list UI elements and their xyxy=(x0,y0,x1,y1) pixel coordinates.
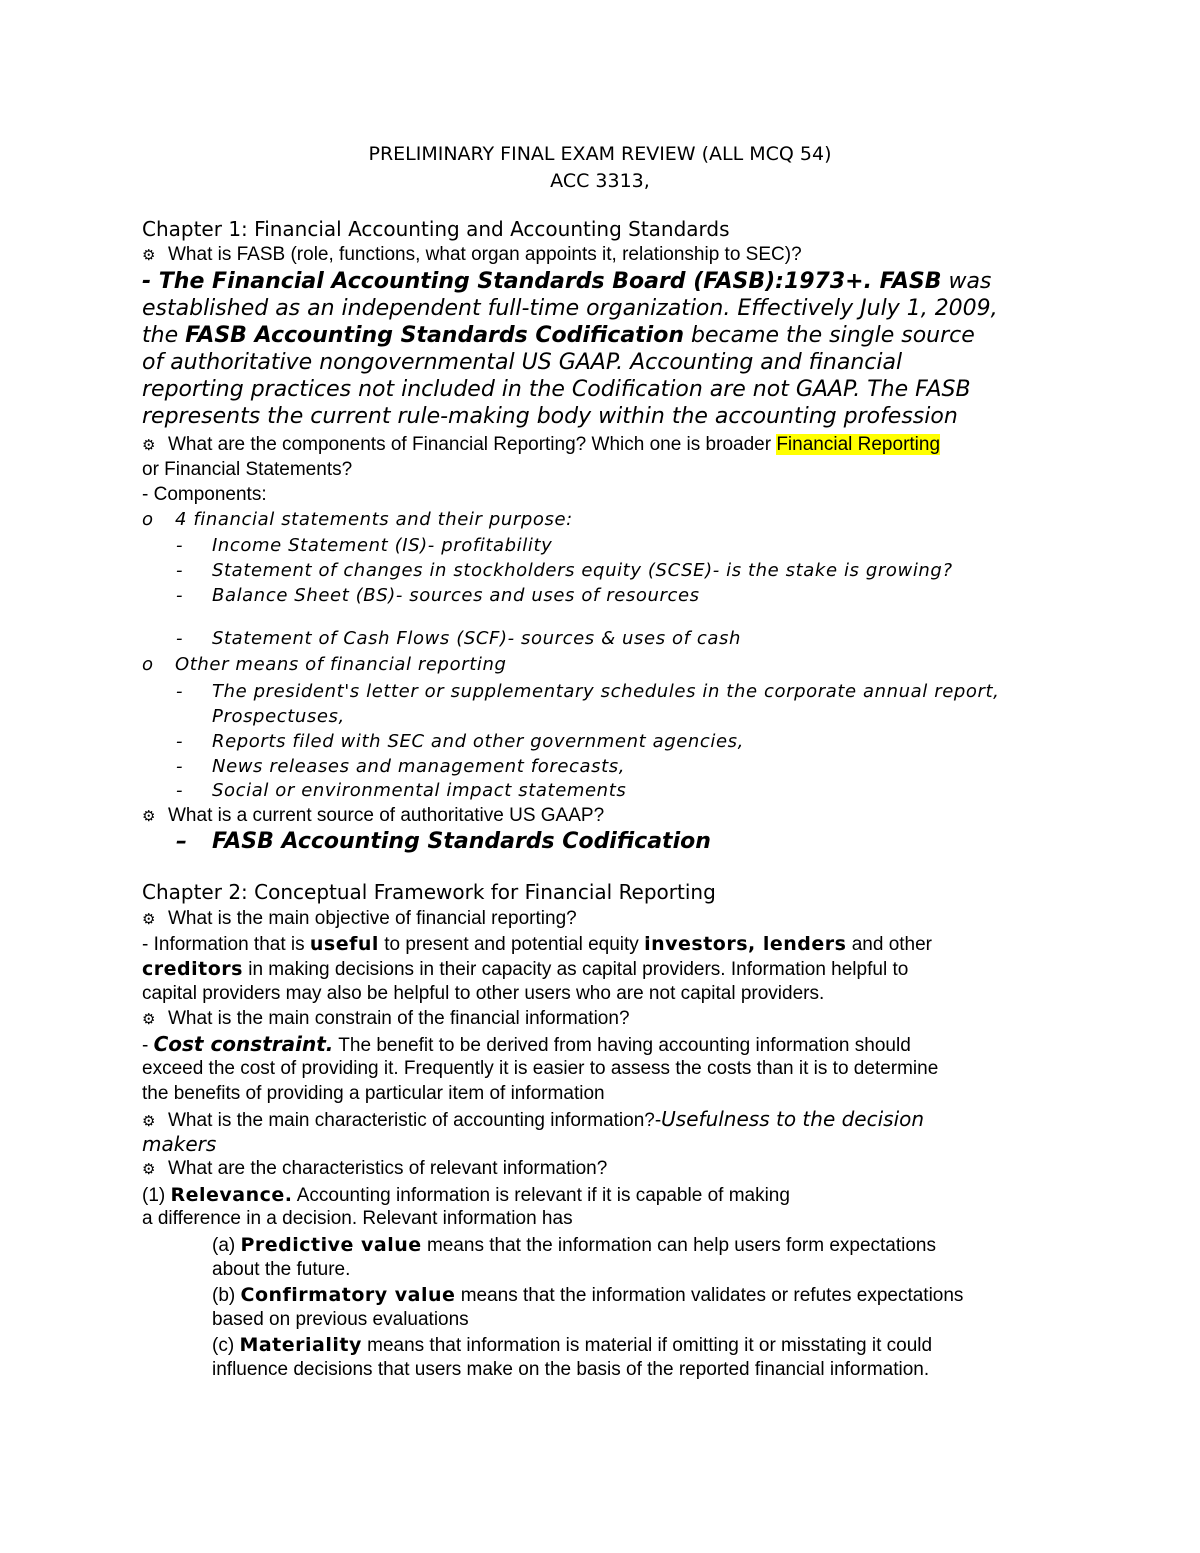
answer-text: means that the information can help users form expectations xyxy=(421,1235,936,1256)
answer-text: FASB Accounting Standards Codification xyxy=(212,829,711,854)
materiality xyxy=(212,1333,932,1358)
question-2-cont: or Financial Statements? xyxy=(142,459,353,480)
ch2-answer-2-line-1 xyxy=(142,1032,911,1058)
answer-text: means that the information validates or refutes expectations xyxy=(455,1285,964,1306)
other-item xyxy=(176,730,744,754)
answer-text: - xyxy=(142,1035,154,1056)
question-text: What is the main characteristic of accounting information?- xyxy=(168,1110,662,1131)
answer-1-line-6: represents the current rule-making body within the accounting profession xyxy=(142,404,958,429)
chapter-1-heading: Chapter 1: Financial Accounting and Accounting Standards xyxy=(142,217,730,241)
dash-bullet: - xyxy=(176,585,184,606)
gear-icon: ⚙ xyxy=(142,246,156,264)
answer-bold: Materiality xyxy=(239,1334,362,1356)
dash-bullet: - xyxy=(176,756,184,777)
answer-1-line-4: of authoritative nongovernmental US GAAP. Accounting and financial xyxy=(142,350,903,375)
relevance-line-1 xyxy=(142,1183,790,1208)
answer-text: in making decisions in their capacity as capital providers. Information helpful to xyxy=(242,959,909,980)
gear-icon: ⚙ xyxy=(142,807,156,825)
fs-text: Statement of Cash Flows (SCF)- sources & uses of cash xyxy=(212,628,741,649)
dash-bullet: - xyxy=(176,628,184,649)
dash-bullet: – xyxy=(176,829,187,854)
gear-icon: ⚙ xyxy=(142,1112,156,1130)
answer-bold: Confirmatory value xyxy=(240,1284,456,1306)
fs-item xyxy=(176,534,552,558)
answer-text: Accounting information is relevant if it is capable of making xyxy=(292,1185,790,1206)
ch2-answer-2-line-3: the benefits of providing a particular item of information xyxy=(142,1083,605,1104)
other-item xyxy=(176,755,625,779)
answer-text: means that information is material if omitting it or misstating it could xyxy=(361,1335,933,1356)
ch2-question-1 xyxy=(142,907,577,931)
ch2-question-3-cont: makers xyxy=(142,1132,217,1156)
gear-icon: ⚙ xyxy=(142,1160,156,1178)
relevance-line-2: a difference in a decision. Relevant information has xyxy=(142,1208,573,1229)
answer-text: was xyxy=(941,269,992,294)
predictive-value xyxy=(212,1233,936,1258)
answer-bold: creditors xyxy=(142,958,243,980)
question-text: What is a current source of authoritative US GAAP? xyxy=(168,805,605,826)
answer-1-line-2: established as an independent full-time organization. Effectively July 1, 2009, xyxy=(142,296,998,321)
components-label: - Components: xyxy=(142,484,267,505)
predictive-value-cont: about the future. xyxy=(212,1259,351,1280)
question-3 xyxy=(142,804,604,828)
question-1 xyxy=(142,243,802,267)
answer-text: the xyxy=(142,323,186,348)
fs-item xyxy=(176,584,700,608)
other-text: The president's letter or supplementary schedules in the corporate annual report, xyxy=(212,681,1000,702)
bullet-icon: o xyxy=(142,509,154,530)
fs-item xyxy=(176,627,741,651)
sub-list-text: Other means of financial reporting xyxy=(175,654,507,675)
dash-bullet: - xyxy=(176,535,184,556)
other-text: Social or environmental impact statements xyxy=(212,780,627,801)
highlighted-text: Financial Reporting xyxy=(776,434,941,455)
answer-text: became the single source xyxy=(684,323,975,348)
dash-bullet: - xyxy=(176,780,184,801)
sub-list-item-1 xyxy=(142,508,573,532)
answer-bold: Cost constraint. xyxy=(153,1032,334,1056)
answer-text: and other xyxy=(846,934,933,955)
other-text: Reports filed with SEC and other government agencies, xyxy=(212,731,744,752)
answer-bold: Predictive value xyxy=(240,1234,422,1256)
answer-text: (1) xyxy=(142,1185,171,1206)
answer-bold: Relevance. xyxy=(170,1184,293,1206)
answer-bold: investors, lenders xyxy=(644,933,847,955)
answer-text: - Information that is xyxy=(142,934,310,955)
dash-bullet: - xyxy=(176,681,184,702)
other-item xyxy=(176,680,1000,704)
fs-text: Income Statement (IS)- profitability xyxy=(212,535,553,556)
confirmatory-value-cont: based on previous evaluations xyxy=(212,1309,469,1330)
ch2-answer-1-line-3: capital providers may also be helpful to other users who are not capital providers. xyxy=(142,983,825,1004)
answer-1-line-3 xyxy=(142,322,975,349)
answer-text: to present and potential equity xyxy=(378,934,645,955)
sub-list-item-2 xyxy=(142,653,507,677)
gear-icon: ⚙ xyxy=(142,1010,156,1028)
answer-bold: FASB Accounting Standards Codification xyxy=(185,323,684,348)
item-label: (c) xyxy=(212,1335,240,1356)
other-text: News releases and management forecasts, xyxy=(212,756,626,777)
sub-list-text: 4 financial statements and their purpose: xyxy=(175,509,573,530)
other-item-cont: Prospectuses, xyxy=(212,706,345,727)
fs-item xyxy=(176,559,953,583)
ch2-question-2 xyxy=(142,1007,630,1031)
chapter-2-heading: Chapter 2: Conceptual Framework for Financial Reporting xyxy=(142,880,716,904)
question-2 xyxy=(142,433,940,457)
item-label: (b) xyxy=(212,1285,241,1306)
question-text: What is FASB (role, functions, what organ appoints it, relationship to SEC)? xyxy=(168,244,802,265)
question-text: What is the main objective of financial reporting? xyxy=(168,908,577,929)
gear-icon: ⚙ xyxy=(142,436,156,454)
answer-1-line-1 xyxy=(142,268,991,295)
ch2-question-3 xyxy=(142,1107,924,1133)
gear-icon: ⚙ xyxy=(142,910,156,928)
question-text: What is the main constrain of the financial information? xyxy=(168,1008,630,1029)
answer-bold: FASB xyxy=(879,269,942,294)
answer-text: - The Financial Accounting Standards Board (FASB):1973+. xyxy=(142,269,880,294)
document-title: PRELIMINARY FINAL EXAM REVIEW (ALL MCQ 54) xyxy=(368,143,832,165)
answer-bold: useful xyxy=(309,933,379,955)
ch2-answer-1-line-1 xyxy=(142,932,932,957)
answer-3 xyxy=(176,828,711,856)
ch2-answer-2-line-2: exceed the cost of providing it. Frequently it is easier to assess the costs than it is to determine xyxy=(142,1058,939,1079)
item-label: (a) xyxy=(212,1235,241,1256)
question-text: What are the components of Financial Reporting? Which one is broader xyxy=(168,434,777,455)
confirmatory-value xyxy=(212,1283,963,1308)
bullet-icon: o xyxy=(142,654,154,675)
fs-text: Balance Sheet (BS)- sources and uses of resources xyxy=(212,585,700,606)
answer-text: The benefit to be derived from having accounting information should xyxy=(333,1035,911,1056)
ch2-question-4 xyxy=(142,1157,607,1181)
other-item xyxy=(176,779,626,803)
answer-italic: Usefulness to the decision xyxy=(661,1107,925,1131)
course-code: ACC 3313, xyxy=(550,170,650,192)
dash-bullet: - xyxy=(176,560,184,581)
answer-1-line-5: reporting practices not included in the Codification are not GAAP. The FASB xyxy=(142,377,971,402)
question-text: What are the characteristics of relevant information? xyxy=(168,1158,608,1179)
materiality-cont: influence decisions that users make on the basis of the reported financial information. xyxy=(212,1359,930,1380)
ch2-answer-1-line-2 xyxy=(142,957,908,982)
dash-bullet: - xyxy=(176,731,184,752)
fs-text: Statement of changes in stockholders equity (SCSE)- is the stake is growing? xyxy=(212,560,953,581)
